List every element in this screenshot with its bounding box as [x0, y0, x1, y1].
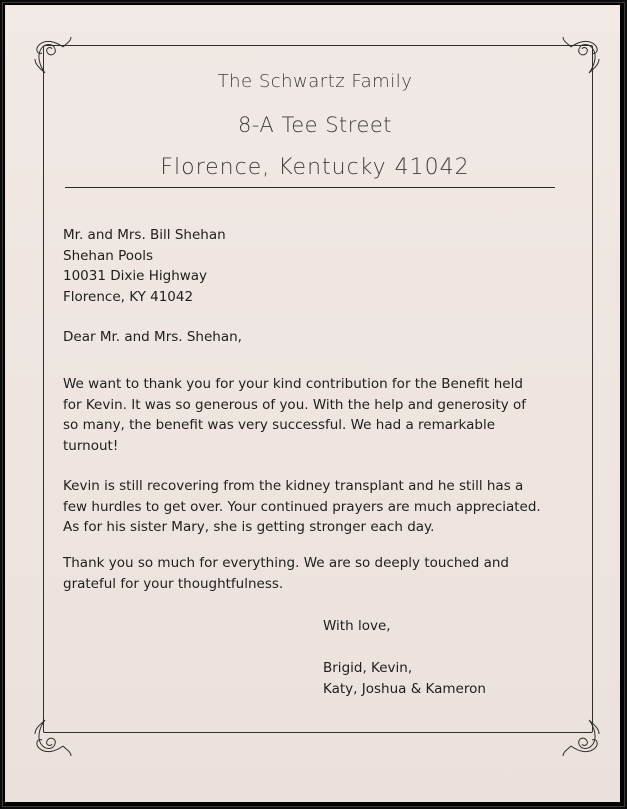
paragraph-line: turnout! [63, 437, 119, 454]
letterhead-family-name: The Schwartz Family [217, 71, 413, 92]
paragraph-thanks [63, 374, 526, 456]
corner-flourish-top-right-icon [561, 35, 601, 75]
signature-block [323, 658, 486, 699]
paragraph-update [63, 476, 541, 538]
letterhead-divider [65, 187, 555, 188]
signature-line: Katy, Joshua & Kameron [323, 680, 486, 697]
paragraph-line: As for his sister Mary, she is getting stronger each day. [63, 519, 435, 535]
recipient-address [63, 225, 226, 307]
paragraph-line: so many, the benefit was very successful. We had a remarkable [63, 417, 496, 433]
corner-flourish-bottom-right-icon [561, 718, 601, 758]
recipient-line: 10031 Dixie Highway [63, 268, 208, 284]
paragraph-line: few hurdles to get over. Your continued prayers are much appreciated. [63, 498, 541, 515]
letterhead-street: 8-A Tee Street [237, 113, 393, 137]
letter-page [5, 5, 620, 802]
recipient-line: Shehan Pools [63, 247, 154, 264]
recipient-line: Florence, KY 41042 [63, 288, 194, 305]
recipient-line: Mr. and Mrs. Bill Shehan [63, 227, 226, 243]
complimentary-close [323, 616, 391, 637]
corner-flourish-bottom-left-icon [33, 718, 73, 758]
paragraph-closing [63, 553, 509, 594]
paragraph-line: Kevin is still recovering from the kidney transplant and he still has a [63, 478, 524, 494]
paragraph-line: We want to thank you for your kind contribution for the Benefit held [63, 376, 523, 392]
salutation [63, 327, 242, 348]
salutation-text: Dear Mr. and Mrs. Shehan, [63, 329, 242, 345]
signature-line: Brigid, Kevin, [323, 660, 413, 676]
paragraph-line: grateful for your thoughtfulness. [63, 575, 284, 592]
letterhead-city: Florence, Kentucky 41042 [160, 155, 470, 180]
paragraph-line: for Kevin. It was so generous of you. With the help and generosity of [63, 396, 527, 413]
closing-text: With love, [323, 618, 391, 634]
paragraph-line: Thank you so much for everything. We are so deeply touched and [63, 555, 509, 571]
corner-flourish-top-left-icon [33, 35, 73, 75]
